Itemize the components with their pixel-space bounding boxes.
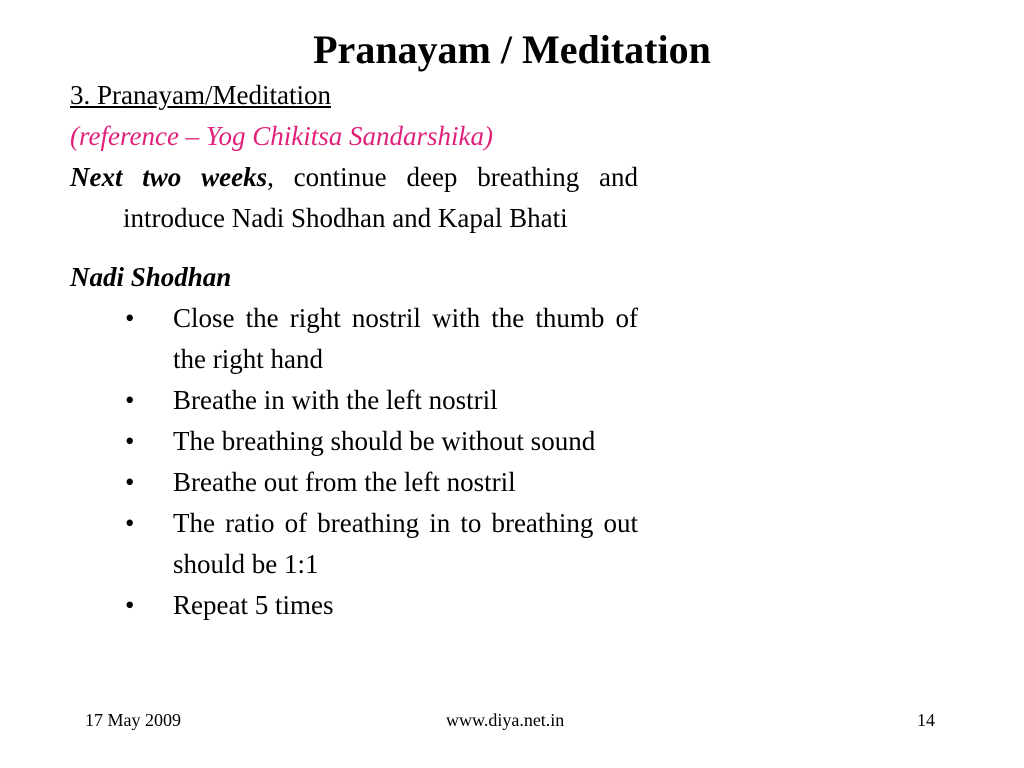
intro-lead: Next two weeks — [70, 162, 268, 192]
step-text: The ratio of breathing in to breathing out should be 1:1 — [173, 508, 638, 579]
list-item — [70, 421, 638, 462]
reference-note: (reference – Yog Chikitsa Sandarshika) — [70, 121, 493, 151]
step-text: Close the right nostril with the thumb of the right hand — [173, 303, 638, 374]
bullet-icon: • — [125, 303, 135, 333]
bullet-icon: • — [125, 467, 135, 497]
step-text: Breathe in with the left nostril — [173, 385, 498, 415]
slide-content — [70, 75, 638, 626]
intro-text: , continue deep breathing and introduce Nadi Shodhan and Kapal Bhati — [123, 162, 638, 233]
bullet-icon: • — [125, 385, 135, 415]
steps-list — [70, 298, 638, 626]
list-item — [70, 585, 638, 626]
step-text: The breathing should be without sound — [173, 426, 596, 456]
bullet-icon: • — [125, 426, 135, 456]
list-item — [70, 298, 638, 380]
page-number: 14 — [917, 710, 935, 730]
list-item — [70, 380, 638, 421]
footer-website: www.diya.net.in — [446, 710, 565, 730]
step-text: Repeat 5 times — [173, 590, 334, 620]
nadi-shodhan-heading: Nadi Shodhan — [70, 262, 232, 292]
slide-title: Pranayam / Meditation — [313, 27, 711, 72]
section-heading: 3. Pranayam/Meditation — [70, 80, 331, 110]
step-text: Breathe out from the left nostril — [173, 467, 516, 497]
bullet-icon: • — [125, 508, 135, 538]
bullet-icon: • — [125, 590, 135, 620]
list-item — [70, 503, 638, 585]
footer-date: 17 May 2009 — [85, 710, 181, 730]
intro-paragraph — [70, 157, 638, 239]
list-item — [70, 462, 638, 503]
